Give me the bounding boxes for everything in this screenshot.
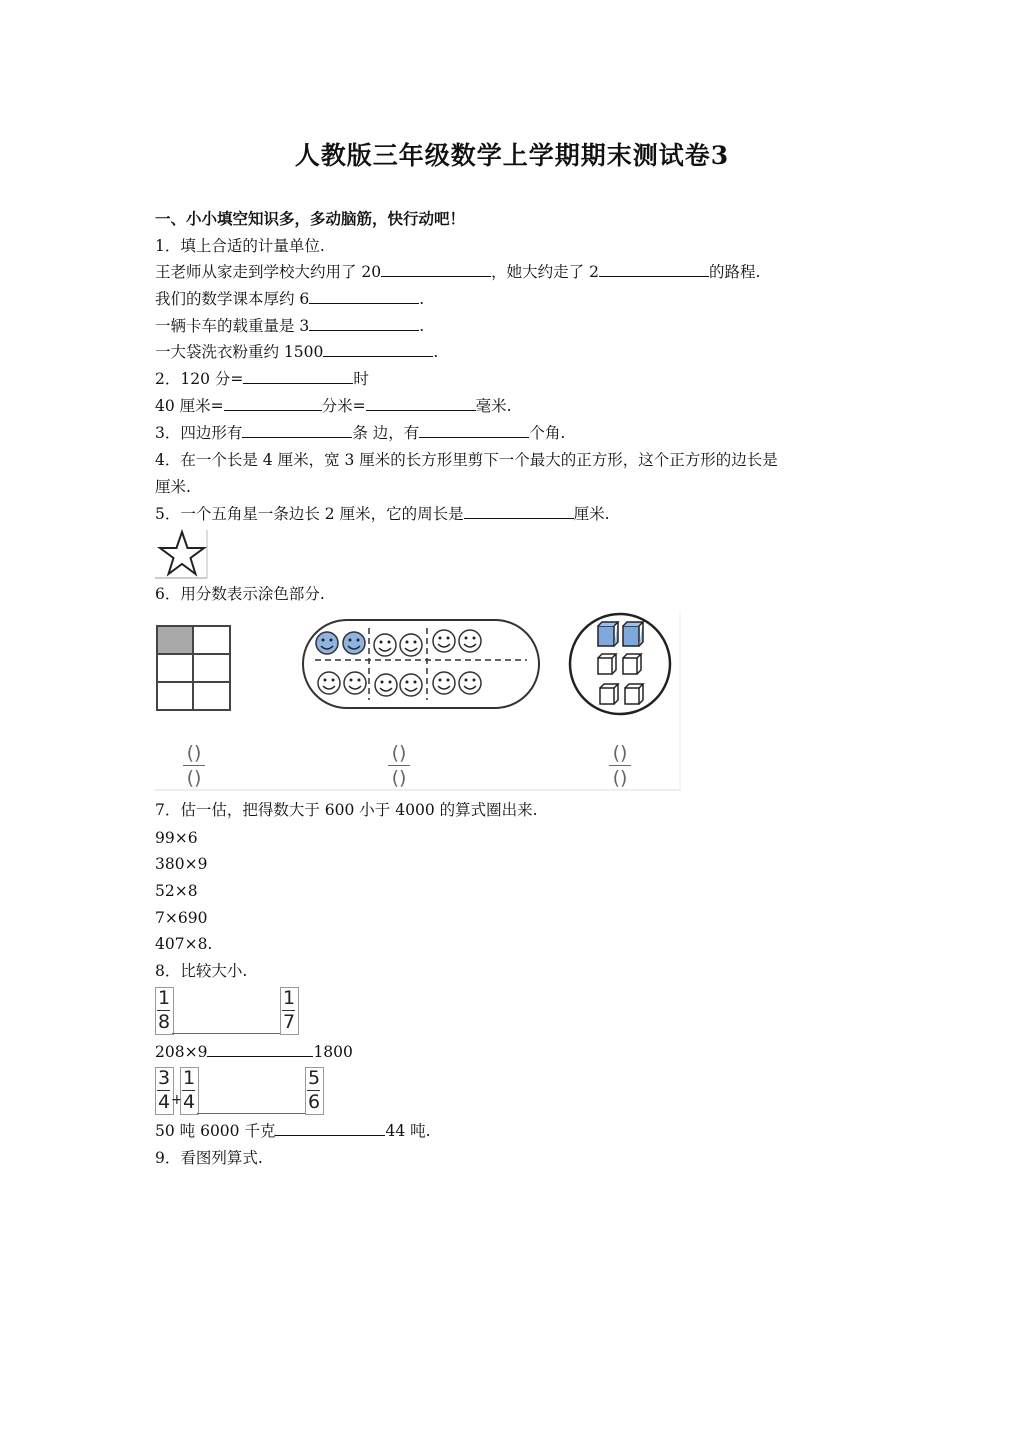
smiley-icon bbox=[318, 672, 340, 694]
fraction-answer-3[interactable] bbox=[609, 743, 631, 788]
q3-text-b: 条 边，有 bbox=[352, 424, 420, 442]
fraction-denominator: () bbox=[186, 767, 202, 789]
q3-text-c: 个角. bbox=[529, 424, 566, 442]
answer-blank[interactable] bbox=[275, 1121, 385, 1136]
q1-line-2 bbox=[155, 289, 424, 309]
smiley-icon bbox=[400, 674, 422, 696]
cube-icon bbox=[623, 622, 643, 646]
answer-blank[interactable] bbox=[309, 289, 419, 304]
q1-line-4 bbox=[155, 342, 438, 362]
answer-blank[interactable] bbox=[207, 1042, 313, 1057]
fraction-denominator: () bbox=[391, 767, 407, 789]
q8-text-d: 44 吨. bbox=[385, 1122, 431, 1140]
q7-item[interactable]: 407×8. bbox=[155, 935, 213, 953]
period: . bbox=[433, 343, 439, 361]
answer-blank[interactable] bbox=[419, 423, 529, 438]
smiley-icon bbox=[344, 672, 366, 694]
period: . bbox=[419, 317, 425, 335]
q6-heading: 6．用分数表示涂色部分. bbox=[155, 585, 325, 603]
cubes-circle-figure bbox=[570, 614, 670, 714]
plus-sign: + bbox=[171, 1092, 183, 1108]
answer-blank[interactable] bbox=[599, 262, 709, 277]
q1-line-2-text: 我们的数学课本厚约 6 bbox=[155, 290, 310, 308]
q1-line-1-text-b: ，她大约走了 2 bbox=[491, 263, 599, 281]
fraction-denominator: 8 bbox=[157, 1011, 171, 1033]
cube-icon bbox=[625, 684, 643, 704]
fraction-denominator: 6 bbox=[307, 1091, 321, 1113]
smiley-icon bbox=[433, 672, 455, 694]
fraction-answer-2[interactable] bbox=[388, 743, 410, 788]
q8-heading: 8．比较大小. bbox=[155, 962, 248, 980]
fraction-numerator: () bbox=[391, 742, 407, 764]
answer-blank[interactable] bbox=[224, 396, 322, 411]
q2-line-1 bbox=[155, 369, 369, 389]
answer-blank[interactable] bbox=[381, 262, 491, 277]
answer-blank[interactable] bbox=[172, 1033, 280, 1034]
q7-item[interactable]: 7×690 bbox=[155, 909, 208, 927]
q1-line-1 bbox=[155, 262, 760, 282]
q5-text-a: 5．一个五角星一条边长 2 厘米，它的周长是 bbox=[155, 505, 464, 523]
fraction-numerator: 3 bbox=[157, 1067, 171, 1089]
answer-blank[interactable] bbox=[242, 423, 352, 438]
smiley-faces-figure bbox=[303, 620, 539, 708]
smiley-icon bbox=[433, 630, 455, 652]
fraction-denominator: 7 bbox=[282, 1011, 296, 1033]
fraction-numerator: () bbox=[612, 742, 628, 764]
q2-text-c: 40 厘米= bbox=[155, 397, 224, 415]
period: . bbox=[419, 290, 425, 308]
smiley-icon bbox=[459, 630, 481, 652]
fraction-numerator: 5 bbox=[307, 1067, 321, 1089]
q7-item[interactable]: 52×8 bbox=[155, 882, 198, 900]
smiley-icon bbox=[343, 632, 365, 654]
section-1-heading: 一、小小填空知识多，多动脑筋，快行动吧！ bbox=[155, 209, 466, 228]
q8-line-4 bbox=[155, 1121, 431, 1141]
q7-item[interactable]: 380×9 bbox=[155, 855, 208, 873]
cube-icon bbox=[623, 654, 641, 674]
q2-text-a: 2．120 分= bbox=[155, 370, 244, 388]
q8-text-a: 208×9 bbox=[155, 1043, 208, 1061]
q1-line-4-text: 一大袋洗衣粉重约 1500 bbox=[155, 343, 324, 361]
q2-text-b: 时 bbox=[353, 370, 369, 388]
q1-line-3-text: 一辆卡车的载重量是 3 bbox=[155, 317, 310, 335]
q2-text-e: 毫米. bbox=[475, 397, 512, 415]
fraction-numerator: 1 bbox=[282, 987, 296, 1009]
q8-text-c: 50 吨 6000 千克 bbox=[155, 1122, 276, 1140]
q4-line-1: 4．在一个长是 4 厘米，宽 3 厘米的长方形里剪下一个最大的正方形，这个正方形的边长是 bbox=[155, 451, 778, 469]
q5-text-b: 厘米. bbox=[573, 505, 610, 523]
q5-line bbox=[155, 504, 610, 524]
q1-line-3 bbox=[155, 316, 424, 336]
fraction-denominator: () bbox=[612, 767, 628, 789]
fraction-denominator: 4 bbox=[182, 1091, 196, 1113]
smiley-icon bbox=[459, 672, 481, 694]
smiley-icon bbox=[375, 674, 397, 696]
fraction-answer-1[interactable] bbox=[183, 743, 205, 788]
answer-blank[interactable] bbox=[323, 342, 433, 357]
cube-icon bbox=[598, 622, 618, 646]
q1-heading: 1．填上合适的计量单位. bbox=[155, 237, 325, 255]
answer-blank[interactable] bbox=[309, 316, 419, 331]
cube-icon bbox=[598, 654, 616, 674]
answer-blank[interactable] bbox=[464, 504, 574, 519]
fraction-numerator: () bbox=[186, 742, 202, 764]
smiley-icon bbox=[374, 634, 396, 656]
q7-heading: 7．估一估，把得数大于 600 小于 4000 的算式圈出来. bbox=[155, 801, 538, 819]
q1-line-1-text-c: 的路程. bbox=[708, 263, 761, 281]
fraction-numerator: 1 bbox=[182, 1067, 196, 1089]
answer-blank[interactable] bbox=[366, 396, 476, 411]
q9-heading: 9．看图列算式. bbox=[155, 1149, 263, 1167]
q4-line-2: 厘米. bbox=[155, 478, 191, 496]
fraction-numerator: 1 bbox=[157, 987, 171, 1009]
q6-figure-panel bbox=[155, 610, 681, 792]
q2-line-2 bbox=[155, 396, 512, 416]
cube-icon bbox=[600, 684, 618, 704]
q1-line-1-text-a: 王老师从家走到学校大约用了 20 bbox=[155, 263, 382, 281]
page-title: 人教版三年级数学上学期期末测试卷3 bbox=[294, 141, 730, 170]
q7-item[interactable]: 99×6 bbox=[155, 829, 198, 847]
fraction-denominator: 4 bbox=[157, 1091, 171, 1113]
q3-text-a: 3．四边形有 bbox=[155, 424, 243, 442]
q3-line bbox=[155, 423, 565, 443]
q8-line-2 bbox=[155, 1042, 353, 1062]
smiley-icon bbox=[316, 632, 338, 654]
star-icon bbox=[160, 532, 204, 574]
answer-blank[interactable] bbox=[243, 369, 353, 384]
q2-text-d: 分米= bbox=[321, 397, 366, 415]
q8-text-b: 1800 bbox=[313, 1043, 353, 1061]
star-figure bbox=[155, 528, 209, 580]
shaded-grid-figure bbox=[157, 626, 230, 710]
answer-blank[interactable] bbox=[197, 1113, 305, 1114]
smiley-icon bbox=[400, 634, 422, 656]
